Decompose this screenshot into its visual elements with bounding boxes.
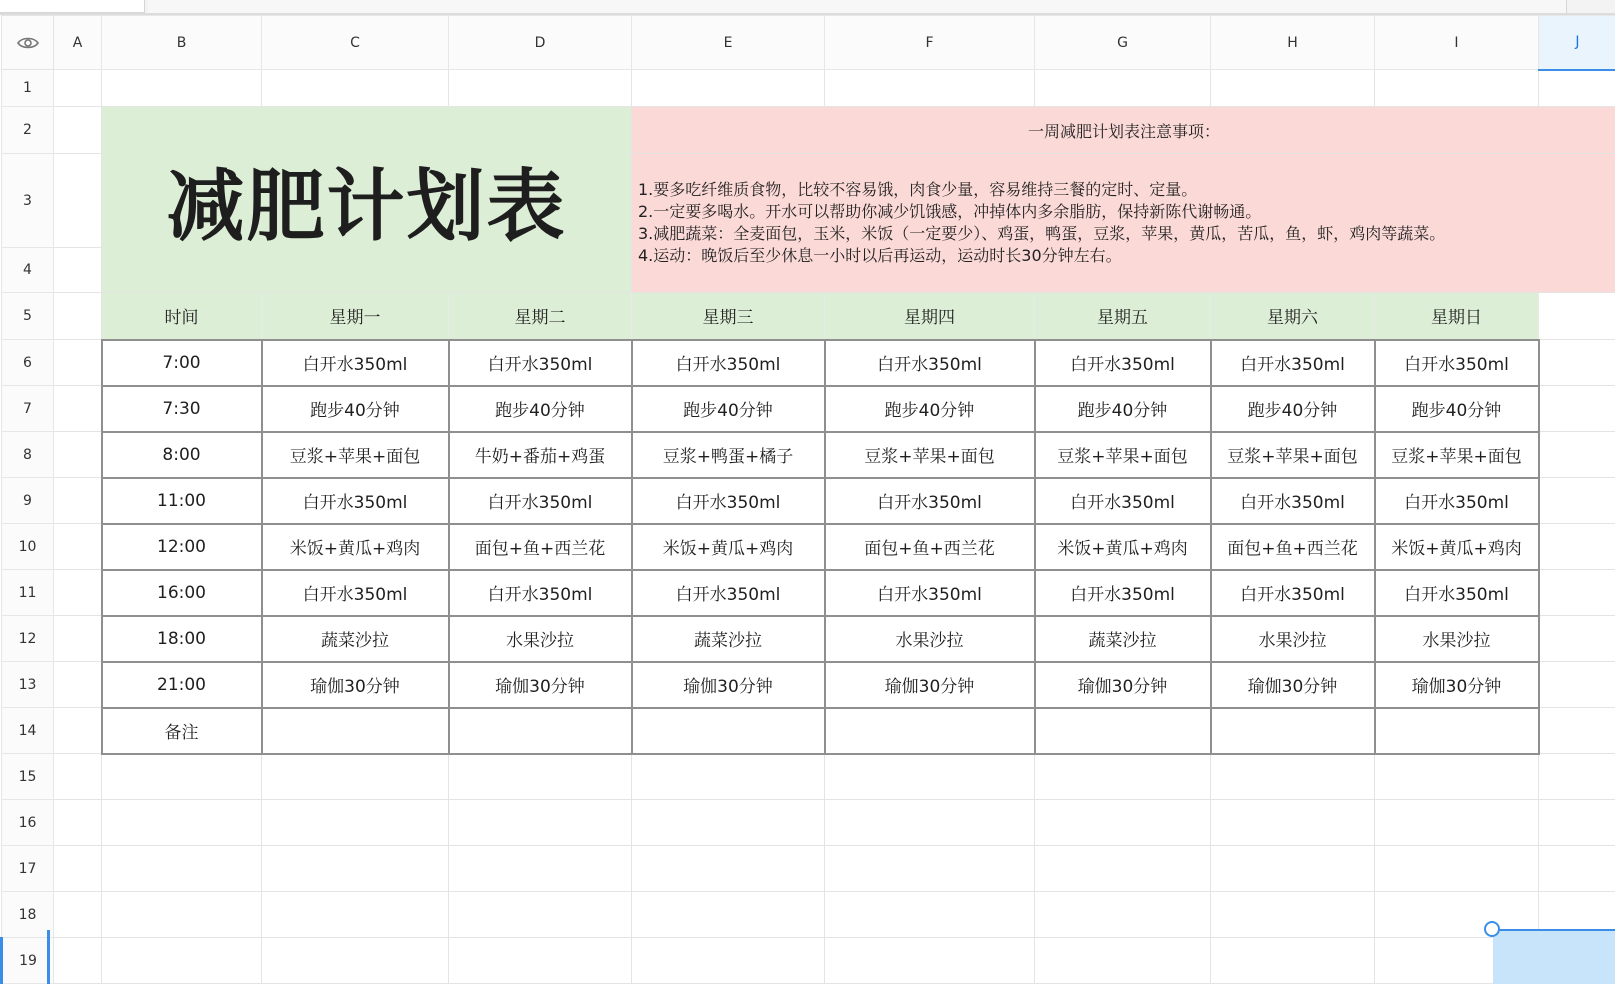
header-cell-friday[interactable]: 星期五 [1035,293,1211,340]
schedule-cell[interactable]: 豆浆+苹果+面包 [1035,432,1211,478]
schedule-cell[interactable]: 白开水350ml [632,478,825,524]
cell-j11[interactable] [1539,570,1615,616]
cell-a7[interactable] [54,386,102,432]
row-header-5[interactable]: 5 [2,293,54,340]
empty-cell[interactable] [449,892,632,938]
empty-cell[interactable] [54,938,102,984]
empty-cell[interactable] [1211,846,1375,892]
schedule-cell[interactable]: 瑜伽30分钟 [825,662,1035,708]
empty-cell[interactable] [1035,892,1211,938]
note-line: 4.运动：晚饭后至少休息一小时以后再运动，运动时长30分钟左右。 [638,246,1122,265]
row-header-19[interactable]: 19 [2,938,54,984]
cell-b1[interactable] [102,70,262,107]
empty-cell[interactable] [1539,754,1615,800]
empty-cell[interactable] [1539,800,1615,846]
header-cell-tuesday[interactable]: 星期二 [449,293,632,340]
empty-cell[interactable] [449,846,632,892]
empty-cell[interactable] [1211,892,1375,938]
formula-bar [0,0,1615,15]
schedule-cell[interactable]: 豆浆+苹果+面包 [1375,432,1539,478]
empty-cell[interactable] [632,800,825,846]
schedule-cell[interactable]: 米饭+黄瓜+鸡肉 [632,524,825,570]
empty-cell[interactable] [825,846,1035,892]
row-header-6[interactable]: 6 [2,340,54,386]
column-header-g[interactable]: G [1035,16,1211,70]
schedule-cell[interactable]: 蔬菜沙拉 [1035,616,1211,662]
cell-a1[interactable] [54,70,102,107]
empty-cell[interactable] [102,938,262,984]
empty-cell[interactable] [1035,800,1211,846]
cell-a4[interactable] [54,248,102,293]
header-cell-time[interactable]: 时间 [102,293,262,340]
sheet-title[interactable]: 减肥计划表 [102,107,632,293]
cell-j12[interactable] [1539,616,1615,662]
empty-cell[interactable] [1211,754,1375,800]
cell-j14[interactable] [1539,708,1615,754]
schedule-cell[interactable]: 米饭+黄瓜+鸡肉 [262,524,449,570]
schedule-cell[interactable]: 米饭+黄瓜+鸡肉 [1035,524,1211,570]
notes-title[interactable]: 一周减肥计划表注意事项： [632,107,1615,154]
schedule-cell[interactable]: 白开水350ml [632,570,825,616]
column-header-a[interactable]: A [54,16,102,70]
empty-cell[interactable] [1211,800,1375,846]
schedule-cell[interactable]: 跑步40分钟 [632,386,825,432]
column-header-i[interactable]: I [1375,16,1539,70]
column-header-f[interactable]: F [825,16,1035,70]
column-header-c[interactable]: C [262,16,449,70]
column-header-e[interactable]: E [632,16,825,70]
schedule-cell[interactable] [632,708,825,754]
schedule-cell[interactable] [449,708,632,754]
cell-j13[interactable] [1539,662,1615,708]
schedule-cell[interactable]: 白开水350ml [262,478,449,524]
schedule-time-cell[interactable]: 12:00 [102,524,262,570]
cell-a13[interactable] [54,662,102,708]
empty-cell[interactable] [262,938,449,984]
eye-icon[interactable] [17,36,39,50]
header-cell-sunday[interactable]: 星期日 [1375,293,1539,340]
cell-a12[interactable] [54,616,102,662]
schedule-cell[interactable]: 蔬菜沙拉 [632,616,825,662]
formula-input[interactable] [148,0,1567,13]
cell-g1[interactable] [1035,70,1211,107]
row-header-1[interactable]: 1 [2,70,54,107]
empty-cell[interactable] [1035,938,1211,984]
cell-a2[interactable] [54,107,102,154]
empty-cell[interactable] [1375,754,1539,800]
schedule-cell[interactable]: 白开水350ml [1035,478,1211,524]
cell-a8[interactable] [54,432,102,478]
row-header-12[interactable]: 12 [2,616,54,662]
column-header-b[interactable]: B [102,16,262,70]
cell-j1[interactable] [1539,70,1615,107]
empty-cell[interactable] [262,892,449,938]
empty-rows [2,754,1615,984]
schedule-cell[interactable]: 牛奶+番茄+鸡蛋 [449,432,632,478]
schedule-cell[interactable]: 瑜伽30分钟 [632,662,825,708]
empty-cell[interactable] [102,800,262,846]
schedule-cell[interactable]: 白开水350ml [262,340,449,386]
empty-cell[interactable] [632,754,825,800]
cell-a3[interactable] [54,154,102,248]
schedule-cell[interactable] [1375,708,1539,754]
schedule-cell[interactable] [1035,708,1211,754]
header-cell-monday[interactable]: 星期一 [262,293,449,340]
select-all-corner[interactable] [2,16,54,70]
empty-cell[interactable] [262,846,449,892]
empty-cell[interactable] [262,800,449,846]
schedule-body [2,340,1615,754]
empty-cell[interactable] [102,754,262,800]
schedule-cell[interactable]: 水果沙拉 [1211,616,1375,662]
note-line: 3.减肥蔬菜：全麦面包，玉米，米饭（一定要少）、鸡蛋，鸭蛋，豆浆，苹果，黄瓜，苦瓜，鱼，虾，鸡肉等蔬菜。 [638,224,1446,243]
row-header-17[interactable]: 17 [2,846,54,892]
schedule-cell[interactable]: 白开水350ml [632,340,825,386]
empty-cell[interactable] [1035,754,1211,800]
empty-cell[interactable] [262,754,449,800]
schedule-cell[interactable]: 瑜伽30分钟 [449,662,632,708]
schedule-cell[interactable]: 米饭+黄瓜+鸡肉 [1375,524,1539,570]
schedule-cell[interactable]: 跑步40分钟 [1375,386,1539,432]
selection-range [1493,929,1615,984]
cell-e1[interactable] [632,70,825,107]
empty-cell[interactable] [1035,846,1211,892]
schedule-time-cell[interactable]: 7:00 [102,340,262,386]
empty-cell[interactable] [54,800,102,846]
schedule-cell[interactable]: 跑步40分钟 [262,386,449,432]
schedule-cell[interactable]: 白开水350ml [449,478,632,524]
empty-cell[interactable] [102,846,262,892]
cell-j8[interactable] [1539,432,1615,478]
empty-cell[interactable] [632,892,825,938]
empty-cell[interactable] [1375,800,1539,846]
note-line: 1.要多吃纤维质食物，比较不容易饿，肉食少量，容易维持三餐的定时、定量。 [638,180,1198,199]
spreadsheet-grid [0,15,1615,984]
empty-cell[interactable] [1211,938,1375,984]
schedule-cell[interactable]: 白开水350ml [449,340,632,386]
schedule-cell[interactable]: 面包+鱼+西兰花 [825,524,1035,570]
empty-cell[interactable] [632,846,825,892]
schedule-cell[interactable]: 跑步40分钟 [1211,386,1375,432]
row-header-10[interactable]: 10 [2,524,54,570]
cell-a10[interactable] [54,524,102,570]
schedule-cell[interactable] [1211,708,1375,754]
cell-j7[interactable] [1539,386,1615,432]
schedule-cell[interactable]: 豆浆+苹果+面包 [825,432,1035,478]
header-cell-wednesday[interactable]: 星期三 [632,293,825,340]
row-header-9[interactable]: 9 [2,478,54,524]
schedule-cell[interactable]: 瑜伽30分钟 [1211,662,1375,708]
schedule-cell[interactable] [825,708,1035,754]
header-cell-thursday[interactable]: 星期四 [825,293,1035,340]
row-header-15[interactable]: 15 [2,754,54,800]
empty-cell[interactable] [825,754,1035,800]
cell-d1[interactable] [449,70,632,107]
schedule-cell[interactable]: 白开水350ml [1375,478,1539,524]
cell-h1[interactable] [1211,70,1375,107]
column-header-j[interactable]: J [1539,16,1615,70]
empty-cell[interactable] [54,846,102,892]
column-header-h[interactable]: H [1211,16,1375,70]
schedule-cell[interactable]: 跑步40分钟 [1035,386,1211,432]
schedule-cell[interactable]: 瑜伽30分钟 [262,662,449,708]
schedule-cell[interactable]: 跑步40分钟 [449,386,632,432]
cell-j9[interactable] [1539,478,1615,524]
schedule-time-cell[interactable]: 18:00 [102,616,262,662]
schedule-time-cell[interactable]: 备注 [102,708,262,754]
schedule-cell[interactable]: 瑜伽30分钟 [1375,662,1539,708]
schedule-cell[interactable]: 白开水350ml [1035,340,1211,386]
column-header-d[interactable]: D [449,16,632,70]
schedule-cell[interactable]: 跑步40分钟 [825,386,1035,432]
row-header-4[interactable]: 4 [2,248,54,293]
cell-a6[interactable] [54,340,102,386]
row-header-2[interactable]: 2 [2,107,54,154]
row-header-14[interactable]: 14 [2,708,54,754]
schedule-time-cell[interactable]: 7:30 [102,386,262,432]
row-header-13[interactable]: 13 [2,662,54,708]
empty-cell[interactable] [54,892,102,938]
cell-c1[interactable] [262,70,449,107]
schedule-cell[interactable]: 白开水350ml [1211,340,1375,386]
row-header-18[interactable]: 18 [2,892,54,938]
schedule-cell[interactable]: 面包+鱼+西兰花 [449,524,632,570]
cell-a11[interactable] [54,570,102,616]
header-cell-saturday[interactable]: 星期六 [1211,293,1375,340]
cell-a9[interactable] [54,478,102,524]
row-header-8[interactable]: 8 [2,432,54,478]
schedule-time-cell[interactable]: 11:00 [102,478,262,524]
selection-handle[interactable] [1484,921,1500,937]
empty-cell[interactable] [54,754,102,800]
schedule-cell[interactable]: 白开水350ml [1035,570,1211,616]
row-header-3[interactable]: 3 [2,154,54,248]
name-box[interactable] [0,0,145,13]
schedule-time-cell[interactable]: 8:00 [102,432,262,478]
schedule-time-cell[interactable]: 21:00 [102,662,262,708]
cell-a14[interactable] [54,708,102,754]
schedule-cell[interactable]: 面包+鱼+西兰花 [1211,524,1375,570]
cell-j5[interactable] [1539,293,1615,340]
schedule-cell[interactable]: 豆浆+苹果+面包 [262,432,449,478]
cell-j10[interactable] [1539,524,1615,570]
empty-cell[interactable] [1539,846,1615,892]
empty-cell[interactable] [449,938,632,984]
schedule-cell[interactable]: 白开水350ml [449,570,632,616]
empty-cell[interactable] [825,800,1035,846]
schedule-cell[interactable]: 水果沙拉 [825,616,1035,662]
schedule-cell[interactable]: 白开水350ml [825,340,1035,386]
schedule-cell[interactable]: 白开水350ml [262,570,449,616]
schedule-cell[interactable]: 白开水350ml [1211,570,1375,616]
schedule-cell[interactable]: 白开水350ml [825,570,1035,616]
cell-a5[interactable] [54,293,102,340]
schedule-cell[interactable]: 白开水350ml [825,478,1035,524]
schedule-cell[interactable]: 水果沙拉 [449,616,632,662]
schedule-cell[interactable]: 水果沙拉 [1375,616,1539,662]
empty-cell[interactable] [449,754,632,800]
empty-cell[interactable] [102,892,262,938]
schedule-cell[interactable]: 白开水350ml [1375,570,1539,616]
empty-cell[interactable] [825,892,1035,938]
empty-cell[interactable] [632,938,825,984]
schedule-cell[interactable]: 豆浆+鸭蛋+橘子 [632,432,825,478]
row-selection-marker [47,930,50,984]
schedule-cell[interactable]: 蔬菜沙拉 [262,616,449,662]
notes-body[interactable] [632,154,1615,293]
empty-cell[interactable] [1375,846,1539,892]
row-header-16[interactable]: 16 [2,800,54,846]
row-header-11[interactable]: 11 [2,570,54,616]
schedule-time-cell[interactable]: 16:00 [102,570,262,616]
schedule-cell[interactable] [262,708,449,754]
cell-f1[interactable] [825,70,1035,107]
empty-cell[interactable] [825,938,1035,984]
cell-i1[interactable] [1375,70,1539,107]
row-header-7[interactable]: 7 [2,386,54,432]
empty-cell[interactable] [449,800,632,846]
schedule-cell[interactable]: 白开水350ml [1375,340,1539,386]
schedule-cell[interactable]: 瑜伽30分钟 [1035,662,1211,708]
schedule-cell[interactable]: 白开水350ml [1211,478,1375,524]
schedule-cell[interactable]: 豆浆+苹果+面包 [1211,432,1375,478]
note-line: 2.一定要多喝水。开水可以帮助你减少饥饿感，冲掉体内多余脂肪，保持新陈代谢畅通。 [638,202,1262,221]
cell-j6[interactable] [1539,340,1615,386]
